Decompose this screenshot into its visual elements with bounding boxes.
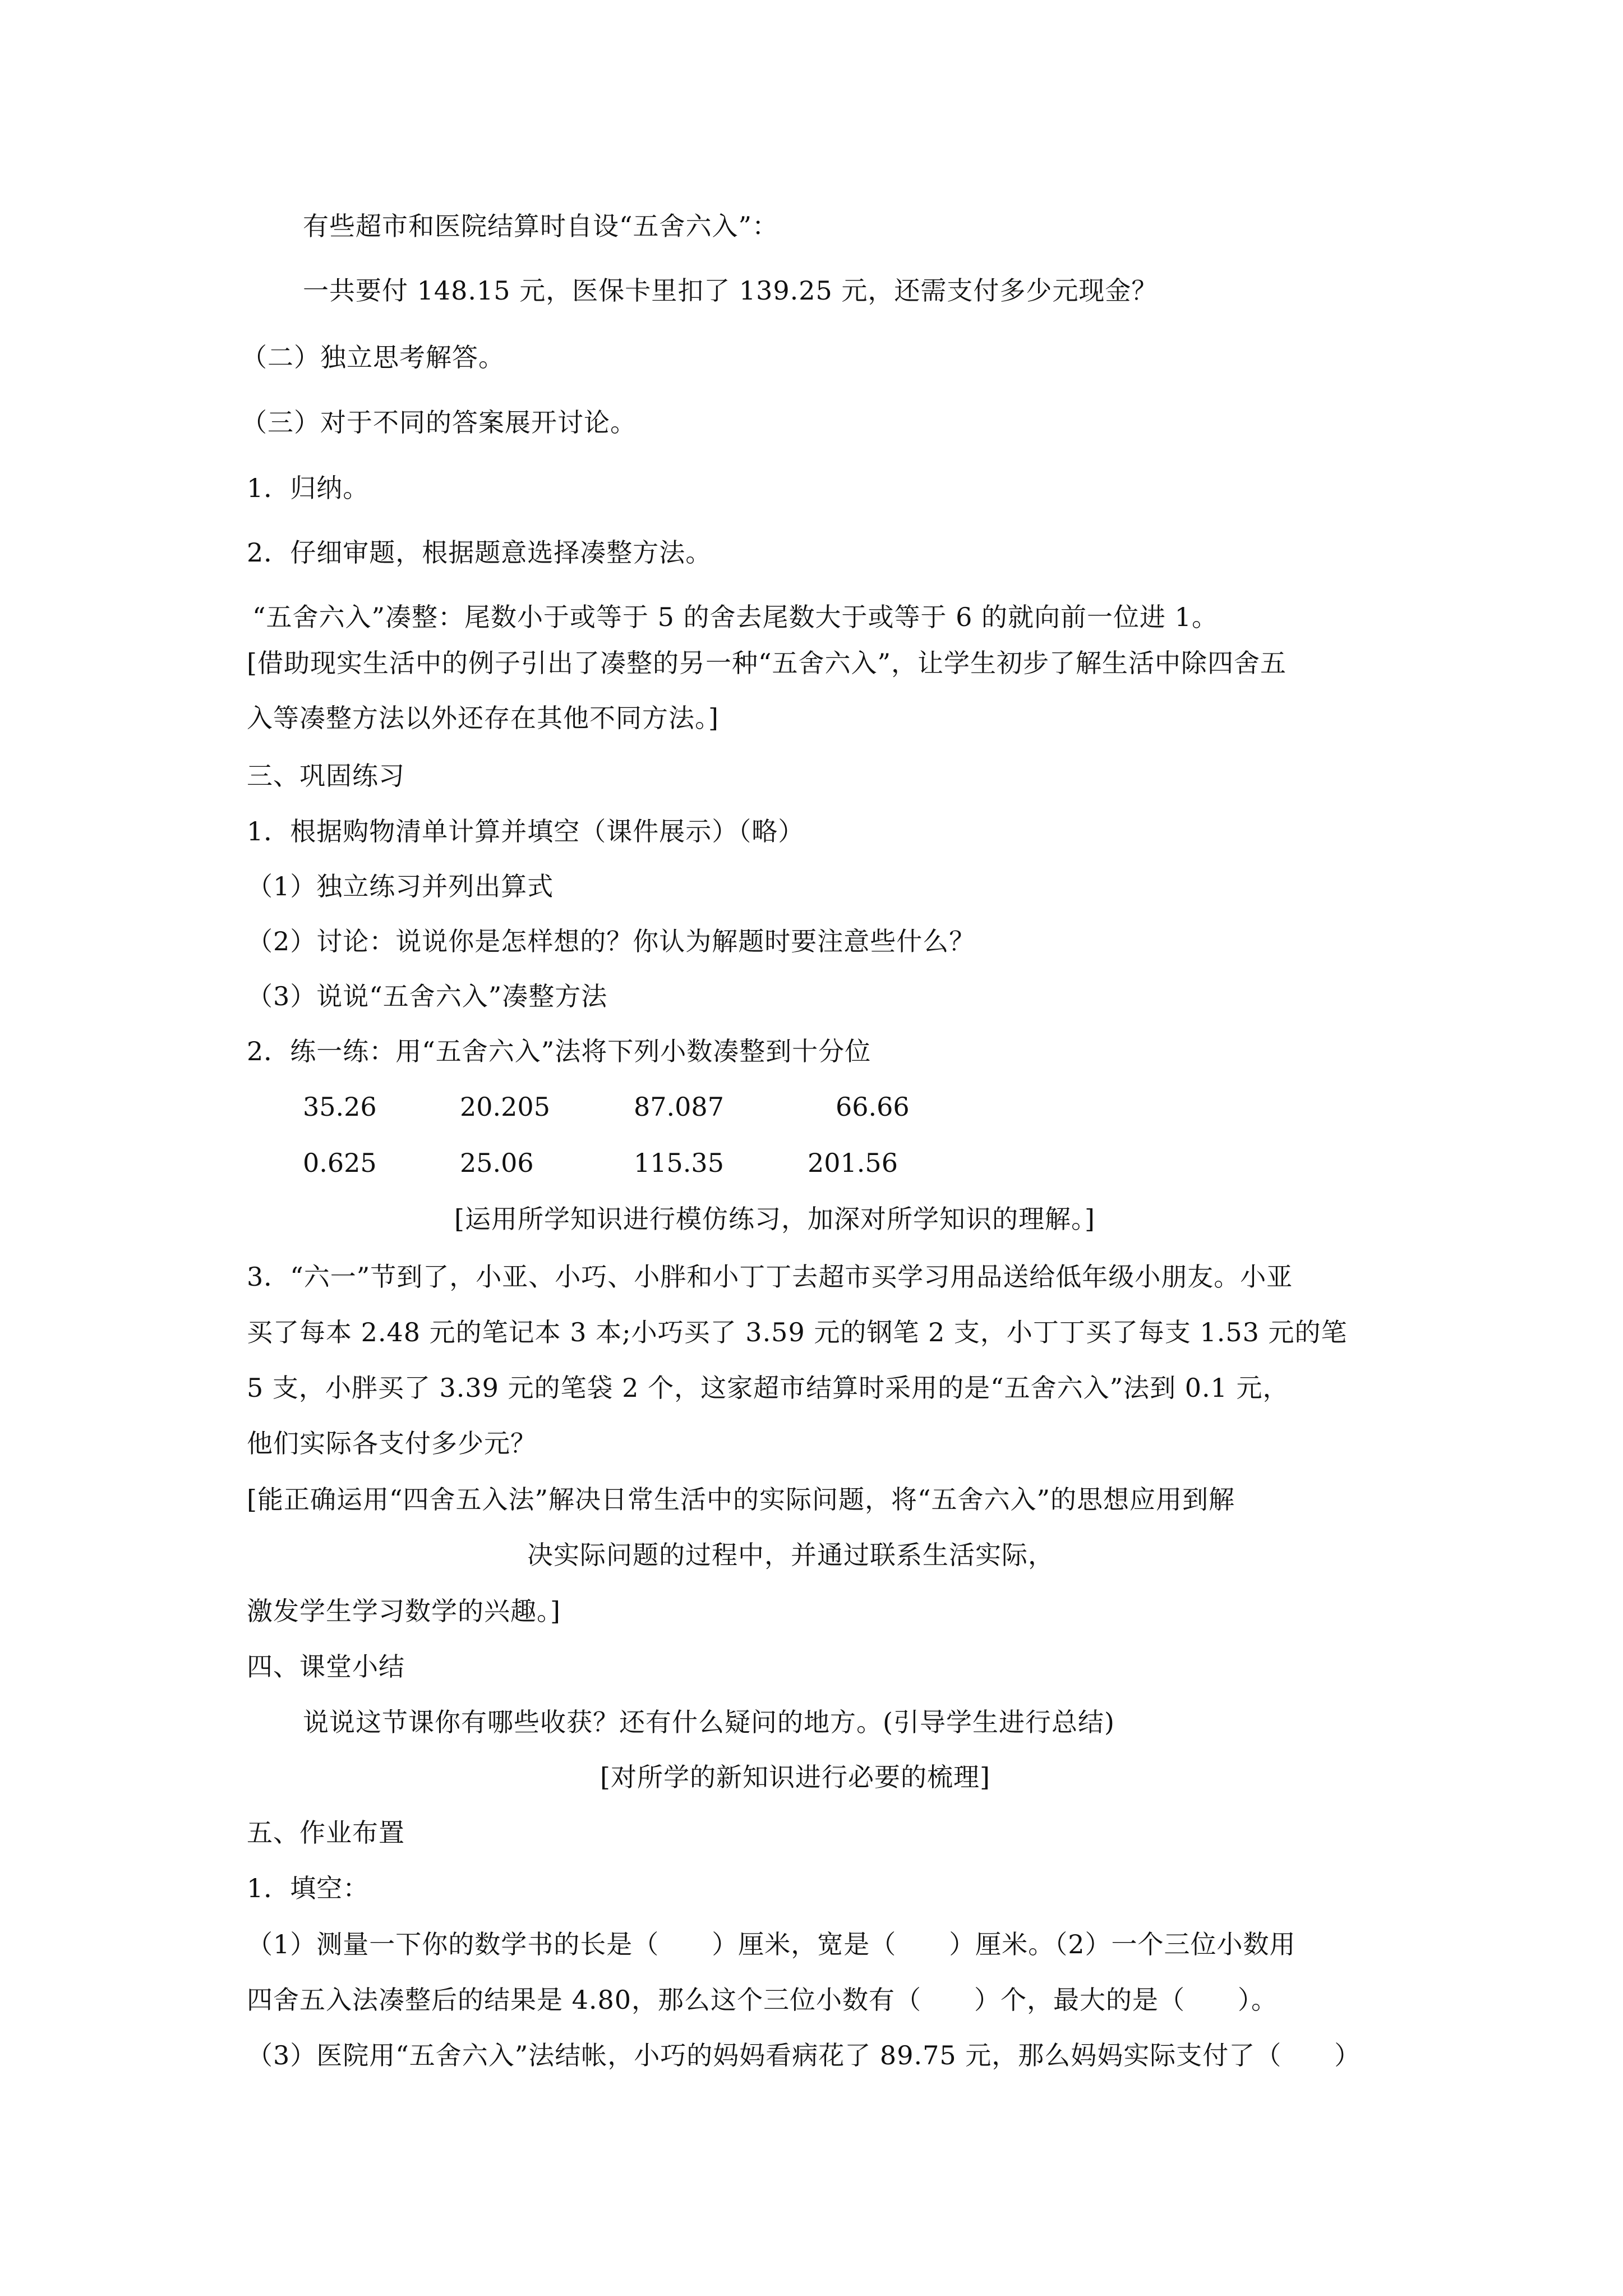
step-three-line: （三）对于不同的答案展开讨论。 [241,407,637,438]
goal-note-line-1: [能正确运用“四舍五入法”解决日常生活中的实际问题，将“五舍六入”的思想应用到解 [247,1484,1235,1515]
number-item: 201.56 [808,1148,898,1178]
review-line: 2．仔细审题，根据题意选择凑整方法。 [247,537,712,568]
exercise-1-sub-2: （2）讨论：说说你是怎样想的？你认为解题时要注意些什么？ [247,926,976,956]
intro-line: 有些超市和医院结算时自设“五舍六入”： [303,211,779,241]
goal-note-line-3: 激发学生学习数学的兴趣。] [247,1596,561,1626]
number-item: 0.625 [303,1148,377,1178]
exercise-1-line: 1．根据购物清单计算并填空（课件展示）（略） [247,816,805,846]
note-line-1: [借助现实生活中的例子引出了凑整的另一种“五舍六入”，让学生初步了解生活中除四舍五 [247,648,1287,678]
summary-line: 1．归纳。 [247,473,370,503]
exercise-3-line-2: 买了每本 2.48 元的笔记本 3 本;小巧买了 3.59 元的钢笔 2 支，小丁丁买了每支 1.53 元的笔 [247,1317,1348,1347]
exercise-1-sub-1: （1）独立练习并列出算式 [247,871,554,901]
section-heading-4: 四、课堂小结 [247,1651,405,1682]
rule-line: “五舍六入”凑整：尾数小于或等于 5 的舍去尾数大于或等于 6 的就向前一位进 1。 [252,602,1218,632]
fill-blank-line-3: （3）医院用“五舍六入”法结帐，小巧的妈妈看病花了 89.75 元，那么妈妈实际支付了（ ） [247,2040,1361,2070]
exercise-3-line-4: 他们实际各支付多少元？ [247,1428,537,1458]
fill-blank-line-2: 四舍五入法凑整后的结果是 4.80，那么这个三位小数有（ ）个，最大的是（ ）。 [247,1985,1278,2015]
exercise-3-line-1: 3．“六一”节到了，小亚、小巧、小胖和小丁丁去超市买学习用品送给低年级小朋友。小亚 [247,1262,1293,1292]
number-item: 25.06 [460,1148,534,1178]
goal-note-line-2: 决实际问题的过程中，并通过联系生活实际， [527,1540,1054,1570]
section-heading-3: 三、巩固练习 [247,761,405,791]
exercise-1-sub-3: （3）说说“五舍六入”凑整方法 [247,981,608,1011]
reflection-line: 说说这节课你有哪些收获？还有什么疑问的地方。(引导学生进行总结) [303,1707,1115,1737]
fill-blank-line-1: （1）测量一下你的数学书的长是（ ）厘米，宽是（ ）厘米。（2）一个三位小数用 [247,1929,1296,1959]
number-item: 115.35 [634,1148,724,1178]
practice-note-line: [运用所学知识进行模仿练习，加深对所学知识的理解。] [454,1204,1095,1234]
note-line-2: 入等凑整方法以外还存在其他不同方法。] [247,703,719,733]
number-item: 66.66 [836,1092,910,1122]
exercise-2-line: 2．练一练：用“五舍六入”法将下列小数凑整到十分位 [247,1036,872,1066]
section-heading-5: 五、作业布置 [247,1818,405,1848]
reflection-note-line: [对所学的新知识进行必要的梳理] [600,1762,990,1792]
number-item: 20.205 [460,1092,550,1122]
number-item: 87.087 [634,1092,724,1122]
step-two-line: （二）独立思考解答。 [241,342,505,372]
number-item: 35.26 [303,1092,377,1122]
exercise-3-line-3: 5 支，小胖买了 3.39 元的笔袋 2 个，这家超市结算时采用的是“五舍六入”法到 0.1 元， [247,1373,1289,1403]
fill-blank-heading: 1．填空： [247,1873,370,1903]
question-line: 一共要付 148.15 元，医保卡里扣了 139.25 元，还需支付多少元现金？ [303,275,1158,306]
